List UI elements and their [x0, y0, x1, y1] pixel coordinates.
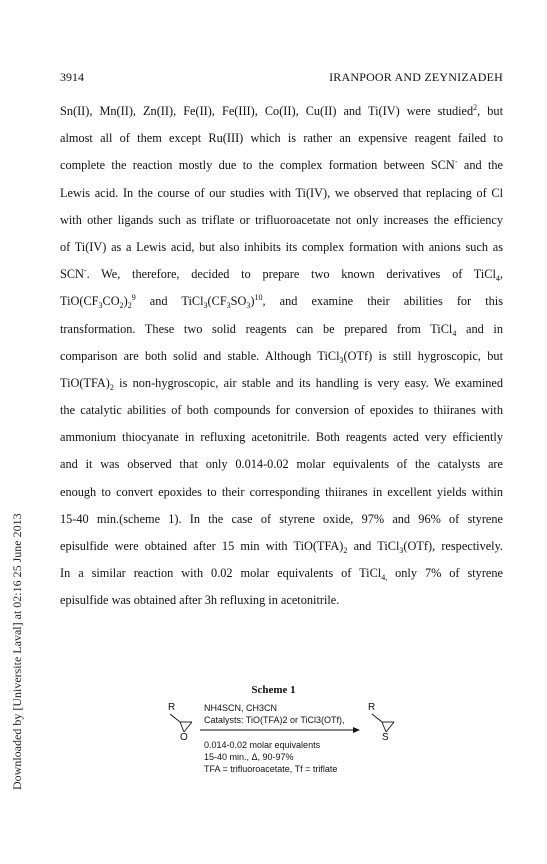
text-segment: and TiCl	[135, 294, 204, 309]
superscript: 9	[131, 293, 136, 303]
subscript: 3	[339, 355, 344, 365]
text-line	[60, 424, 503, 451]
body-paragraph	[60, 98, 503, 615]
subscript: 2	[127, 301, 132, 311]
subscript: 3	[246, 301, 251, 311]
text-segment: )	[250, 294, 255, 309]
superscript: -	[454, 157, 458, 167]
text-segment: only 7% of styrene	[387, 566, 503, 581]
product-sulfur-label: S	[382, 732, 389, 743]
text-line	[60, 234, 503, 261]
text-segment: and in	[456, 321, 503, 336]
text-segment: the catalytic abilities of both compounds for conversion of epoxides to thiiranes with	[60, 403, 503, 418]
text-line	[60, 397, 503, 424]
subscript: 4	[452, 328, 457, 338]
text-line	[60, 288, 503, 315]
product-r-label: R	[368, 702, 376, 713]
subscript: 3	[399, 546, 404, 555]
subscript: 3	[226, 301, 231, 311]
text-segment: TiO(TFA)	[60, 375, 110, 390]
text-line	[60, 370, 503, 397]
text-line	[60, 533, 503, 560]
text-segment: (OTf) is still hygroscopic, but	[343, 348, 503, 363]
download-watermark: Downloaded by [Universite Laval] at 02:16 25 June 2013	[10, 513, 24, 790]
subscript: 2	[119, 301, 124, 311]
reaction-arrow	[200, 727, 360, 733]
text-line	[60, 261, 503, 288]
subscript: 3	[98, 301, 103, 311]
reaction-scheme	[168, 702, 430, 798]
conditions-line-1: 0.014-0.02 molar equivalents	[204, 740, 321, 750]
text-line	[60, 180, 503, 207]
text-segment: with other ligands such as triflate or trifluoroacetate not only increases the efficiency	[60, 212, 503, 227]
text-segment: of Ti(IV) as a Lewis acid, but also inhibits its complex formation with anions such as	[60, 239, 503, 254]
reagents-line-2: Catalysts: TiO(TFA)2 or TiCl3(OTf),	[204, 715, 345, 725]
text-line	[60, 152, 503, 179]
superscript: -	[83, 266, 87, 276]
text-segment: episulfide was obtained after 3h refluxing in acetonitrile.	[60, 593, 340, 608]
text-line	[60, 479, 503, 506]
text-segment: TiO(CF	[60, 294, 99, 309]
text-line	[60, 587, 503, 614]
text-segment: , and examine their abilities for this	[262, 294, 503, 309]
text-segment: SCN	[60, 267, 84, 282]
text-line	[60, 98, 503, 125]
page-number: 3914	[60, 70, 84, 84]
text-line	[60, 506, 503, 533]
subscript: 2	[109, 382, 114, 392]
subscript: 3	[203, 301, 208, 311]
text-segment: Sn(II), Mn(II), Zn(II), Fe(II), Fe(III), Co(II), Cu(II) and Ti(IV) were studied	[60, 104, 474, 118]
scheme-title: Scheme 1	[251, 684, 296, 696]
thiirane-structure	[372, 714, 394, 732]
text-segment: SO	[230, 294, 247, 309]
reagents-line-1: NH4SCN, CH3CN	[204, 703, 278, 713]
reactant-r-label: R	[168, 702, 176, 713]
text-line	[60, 316, 503, 343]
text-segment: . We, therefore, decided to prepare two known derivatives of TiCl	[86, 267, 496, 282]
reactant-oxygen-label: O	[180, 732, 188, 743]
text-segment: In a similar reaction with 0.02 molar equivalents of TiCl	[60, 566, 382, 581]
text-line	[60, 560, 503, 587]
text-segment: CO	[102, 294, 120, 309]
superscript: 2	[473, 103, 478, 112]
text-segment: , but	[477, 104, 503, 118]
text-line	[60, 125, 503, 152]
text-segment: (CF	[207, 294, 227, 309]
text-segment: and TiCl	[347, 539, 400, 553]
text-segment: Lewis acid. In the course of our studies with Ti(IV), we observed that replacing of Cl	[60, 185, 503, 200]
text-segment: comparison are both solid and stable. Although TiCl	[60, 348, 340, 363]
conditions-line-3: TFA = trifluoroacetate, Tf = triflate	[204, 764, 338, 774]
text-segment: and the	[457, 158, 503, 173]
text-segment: is non-hygroscopic, air stable and its handling is very easy. We examined	[113, 375, 503, 390]
text-segment: complete the reaction mostly due to the complex formation between SCN	[60, 158, 455, 173]
text-segment: 15-40 min.(scheme 1). In the case of styrene oxide, 97% and 96% of styrene	[60, 511, 503, 526]
text-segment: almost all of them except Ru(III) which is rather an expensive reagent failed to	[60, 131, 503, 146]
epoxide-structure	[170, 714, 192, 732]
running-header	[60, 70, 503, 88]
text-line	[60, 207, 503, 234]
subscript: 2	[343, 546, 348, 555]
superscript: 10	[254, 293, 263, 303]
text-segment: transformation. These two solid reagents can be prepared from TiCl	[60, 321, 453, 336]
text-segment: enough to convert epoxides to their corresponding thiiranes in excellent yields within	[60, 484, 503, 499]
text-segment: ammonium thiocyanate in refluxing acetonitrile. Both reagents acted very efficiently	[60, 430, 503, 445]
text-segment: episulfide were obtained after 15 min with TiO(TFA)	[60, 539, 344, 553]
subscript: 4,	[381, 573, 388, 583]
subscript: 4	[495, 274, 500, 284]
text-segment: )	[123, 294, 128, 309]
running-head-authors: IRANPOOR AND ZEYNIZADEH	[329, 70, 503, 84]
text-segment: and it was observed that only 0.014-0.02 molar equivalents of the catalysts are	[60, 457, 503, 472]
text-segment: ,	[499, 267, 503, 282]
text-line	[60, 451, 503, 478]
conditions-line-2: 15-40 min., Δ, 90-97%	[204, 752, 294, 762]
text-segment: (OTf), respectively.	[403, 539, 504, 553]
text-line	[60, 343, 503, 370]
